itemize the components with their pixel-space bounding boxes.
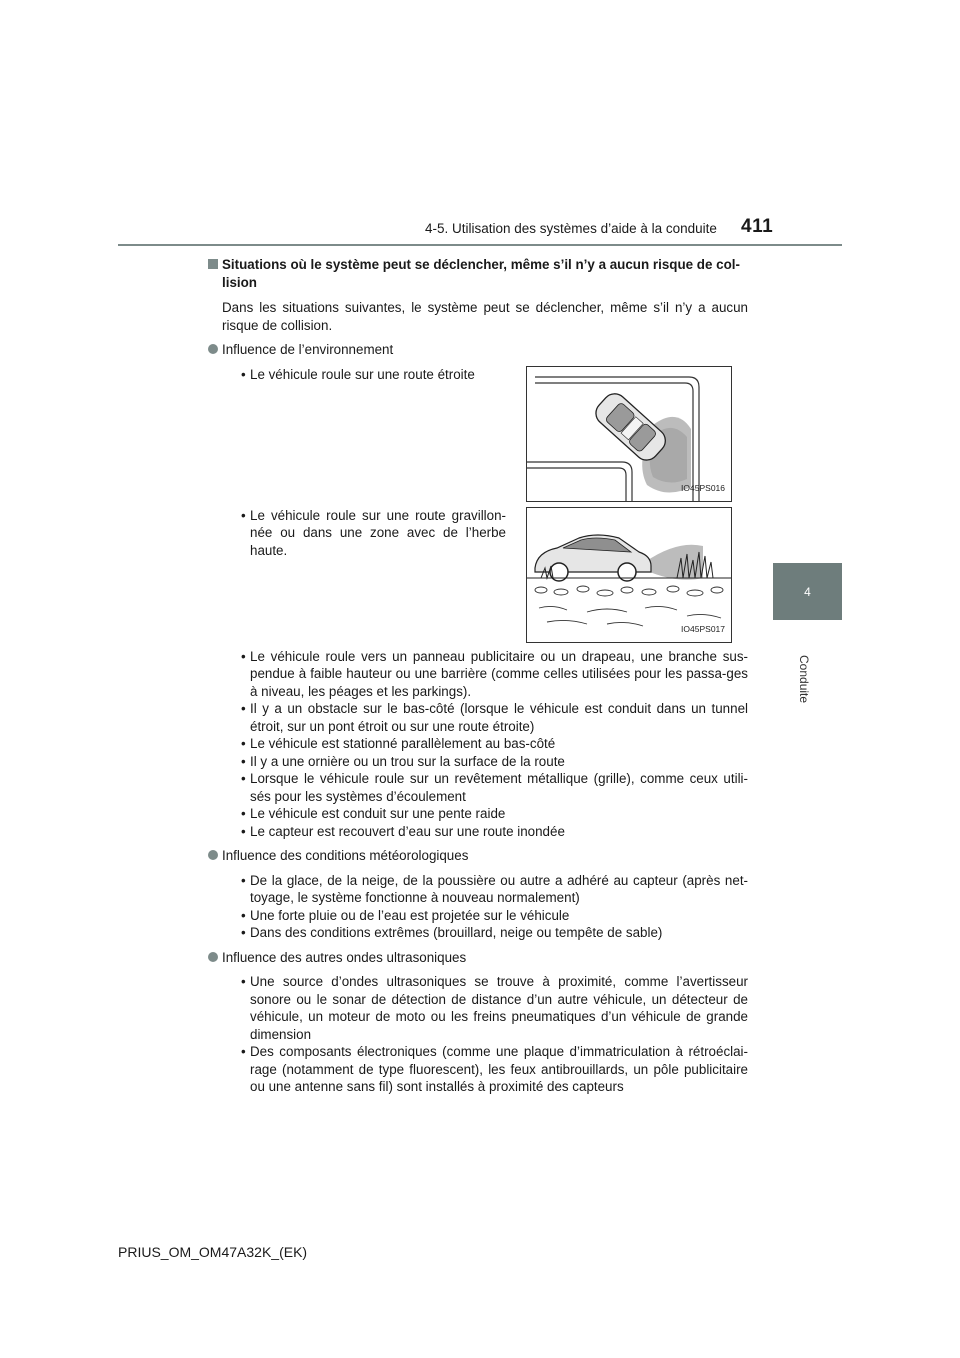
bullet-dot: • xyxy=(241,925,246,940)
list-item xyxy=(208,753,748,771)
image-item-row xyxy=(208,366,748,502)
header-title: 4-5. Utilisation des systèmes d’aide à la conduite xyxy=(425,221,717,236)
bullet-dot: • xyxy=(241,823,246,839)
bullet-dot: • xyxy=(241,771,246,786)
list-item-text: Le capteur est recouvert d’eau sur une route inondée xyxy=(250,823,565,839)
bullet-dot: • xyxy=(241,974,246,989)
circle-bullet-icon xyxy=(208,952,218,962)
bullet-dot: • xyxy=(241,753,246,769)
figure-code: IO45PS016 xyxy=(681,483,725,493)
circle-bullet-icon xyxy=(208,850,218,860)
intro-paragraph: Dans les situations suivantes, le système peut se déclencher, même s’il n’y a aucun risque de collision. xyxy=(222,300,748,333)
list-item xyxy=(208,907,748,925)
bullet-dot: • xyxy=(241,366,246,382)
list-item xyxy=(208,872,748,907)
list-item-text: Le véhicule roule vers un panneau publicitaire ou un drapeau, une branche sus-pendue à faible hauteur ou une barrière (comme celles utilisées pour les passa-ges à niveau, les péages et les parkings). xyxy=(250,648,748,699)
list-item-text: Une forte pluie ou de l’eau est projetée sur le véhicule xyxy=(250,907,570,923)
chapter-tab[interactable] xyxy=(773,563,842,620)
list-item-text: Il y a un obstacle sur le bas-côté (lorsque le véhicule est conduit dans un tunnel étroit, sur un pont étroit ou sur une route étroite) xyxy=(250,701,748,734)
bullet-dot: • xyxy=(241,1044,246,1059)
list-item-text: Le véhicule est conduit sur une pente raide xyxy=(250,806,506,821)
bullet-dot: • xyxy=(241,806,246,821)
list-item-text: Des composants électroniques (comme une plaque d’immatriculation à rétroéclai-rage (notamment de type fluorescent), les feux antibrouillards, un pôle publicitaire ou une antenne sans fil) sont installés à proximité des capteurs xyxy=(250,1044,748,1094)
section-title xyxy=(208,256,748,291)
section-title-text: Situations où le système peut se déclencher, même s’il n’y a aucun risque de col-lision xyxy=(222,257,740,290)
list-item-text: Le véhicule roule sur une route gravillon-née ou dans une zone avec de l’herbe haute. xyxy=(250,507,506,558)
list-item-text: Il y a une ornière ou un trou sur la surface de la route xyxy=(250,753,565,769)
group-heading xyxy=(208,847,748,865)
list-item-text: Une source d’ondes ultrasoniques se trouve à proximité, comme l’avertisseur sonore ou le sonar de détection de distance d’un autre véhicule, un détecteur de véhicule, un moteur de moto ou les freins pneumatiques d’un véhicule de grande dimension xyxy=(250,974,748,1042)
bullet-dot: • xyxy=(241,507,246,523)
header-divider xyxy=(118,244,842,246)
chapter-number: 4 xyxy=(804,584,811,599)
list-item-text: Dans des conditions extrêmes (brouillard, neige ou tempête de sable) xyxy=(250,925,663,940)
list-item-text: De la glace, de la neige, de la poussière ou autre a adhéré au capteur (après net-toyage, le système fonctionne à nouveau normalement) xyxy=(250,872,748,905)
list-item xyxy=(208,805,748,823)
list-item xyxy=(208,973,748,1043)
list-item xyxy=(208,366,506,384)
circle-bullet-icon xyxy=(208,344,218,354)
gravel-road-figure xyxy=(526,507,732,643)
bullet-dot: • xyxy=(241,907,246,923)
bullet-dot: • xyxy=(241,736,246,751)
group-heading-text: Influence des conditions météorologiques xyxy=(222,848,469,863)
list-item-text: Lorsque le véhicule roule sur un revêtement métallique (grille), comme ceux utili-sés pour les systèmes d’écoulement xyxy=(250,771,748,804)
list-item xyxy=(208,735,748,753)
list-item xyxy=(208,700,748,735)
list-item-text: Le véhicule est stationné parallèlement au bas-côté xyxy=(250,736,556,751)
document-code: PRIUS_OM_OM47A32K_(EK) xyxy=(118,1244,308,1260)
chapter-label: Conduite xyxy=(797,655,811,704)
image-item-row xyxy=(208,507,748,643)
bullet-dot: • xyxy=(241,648,246,664)
list-item xyxy=(208,823,748,841)
list-item xyxy=(208,507,506,560)
list-item xyxy=(208,924,748,942)
group-heading xyxy=(208,949,748,967)
narrow-road-figure xyxy=(526,366,732,502)
list-item-text: Le véhicule roule sur une route étroite xyxy=(250,366,475,382)
group-heading xyxy=(208,341,748,359)
bullet-dot: • xyxy=(241,701,246,716)
main-content xyxy=(208,256,748,1096)
figure-code: IO45PS017 xyxy=(681,624,725,634)
list-item xyxy=(208,770,748,805)
list-item xyxy=(208,1043,748,1096)
square-bullet-icon xyxy=(208,259,218,269)
group-heading-text: Influence des autres ondes ultrasoniques xyxy=(222,949,467,965)
bullet-dot: • xyxy=(241,872,246,888)
list-item xyxy=(208,648,748,701)
page-number: 411 xyxy=(741,216,774,237)
group-heading-text: Influence de l’environnement xyxy=(222,342,394,357)
